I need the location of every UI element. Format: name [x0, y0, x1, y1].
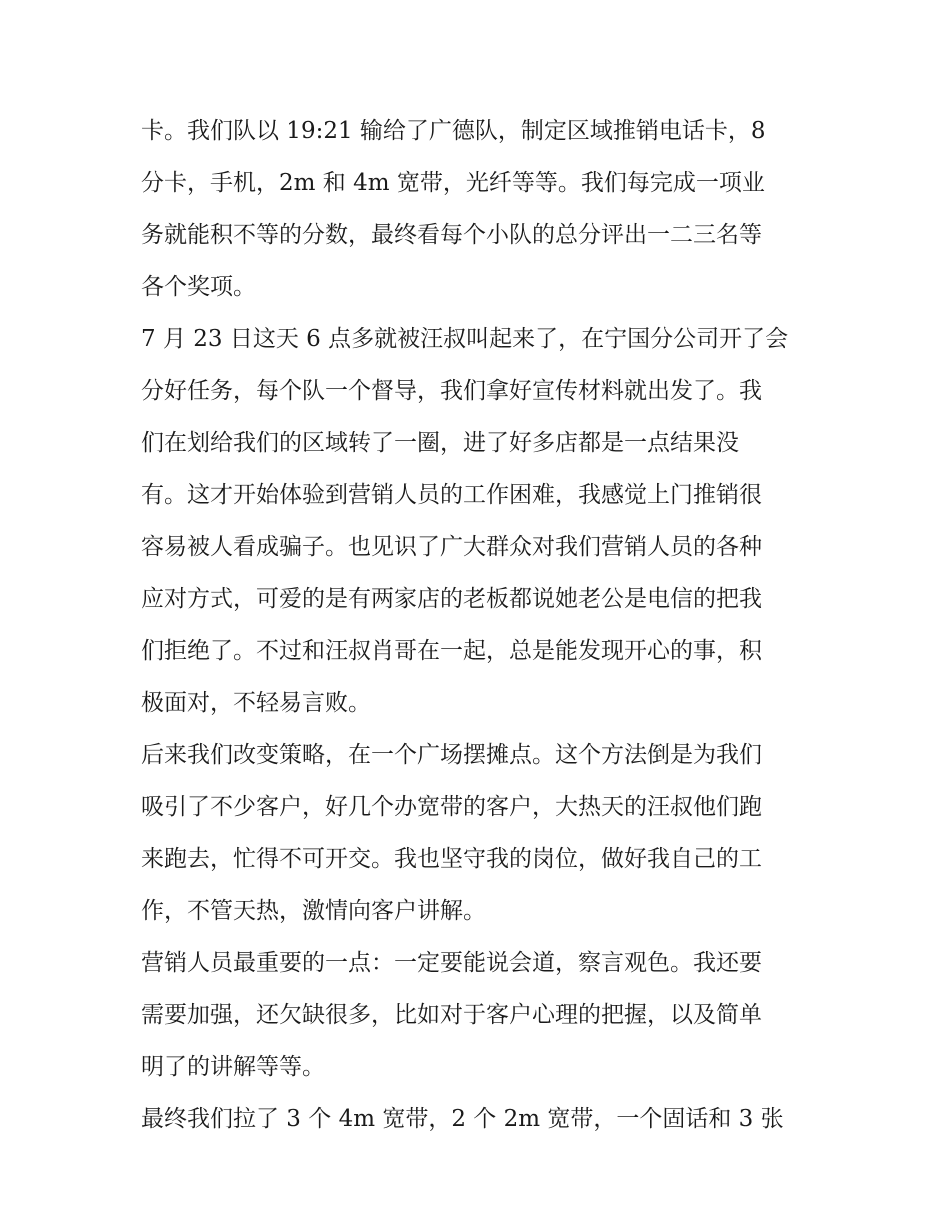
text-line: 最终我们拉了 3 个 4m 宽带，2 个 2m 宽带，一个固话和 3 张 — [141, 1106, 784, 1132]
document-body — [141, 111, 813, 1151]
text-line: 们在划给我们的区域转了一圈，进了好多店都是一点结果没 — [141, 430, 739, 456]
text-line: 作，不管天热，激情向客户讲解。 — [141, 898, 486, 924]
text-line: 容易被人看成骗子。也见识了广大群众对我们营销人员的各种 — [141, 534, 762, 560]
text-line: 们拒绝了。不过和汪叔肖哥在一起，总是能发现开心的事，积 — [141, 638, 762, 664]
text-line: 应对方式，可爱的是有两家店的老板都说她老公是电信的把我 — [141, 586, 762, 612]
text-line: 各个奖项。 — [141, 274, 256, 300]
text-line: 吸引了不少客户，好几个办宽带的客户，大热天的汪叔他们跑 — [141, 794, 762, 820]
text-line: 有。这才开始体验到营销人员的工作困难，我感觉上门推销很 — [141, 482, 762, 508]
text-line: 务就能积不等的分数，最终看每个小队的总分评出一二三名等 — [141, 222, 762, 248]
text-line: 明了的讲解等等。 — [141, 1054, 325, 1080]
text-line: 极面对，不轻易言败。 — [141, 690, 371, 716]
text-line: 分好任务，每个队一个督导，我们拿好宣传材料就出发了。我 — [141, 378, 762, 404]
text-line: 7 月 23 日这天 6 点多就被汪叔叫起来了，在宁国分公司开了会 — [141, 326, 789, 352]
text-line: 后来我们改变策略，在一个广场摆摊点。这个方法倒是为我们 — [141, 742, 762, 768]
text-line: 分卡，手机，2m 和 4m 宽带，光纤等等。我们每完成一项业 — [141, 170, 765, 196]
text-line: 营销人员最重要的一点：一定要能说会道，察言观色。我还要 — [141, 950, 762, 976]
text-line: 来跑去，忙得不可开交。我也坚守我的岗位，做好我自己的工 — [141, 846, 762, 872]
text-line: 需要加强，还欠缺很多，比如对于客户心理的把握，以及简单 — [141, 1002, 762, 1028]
text-line: 卡。我们队以 19:21 输给了广德队，制定区域推销电话卡，8 — [141, 118, 766, 144]
